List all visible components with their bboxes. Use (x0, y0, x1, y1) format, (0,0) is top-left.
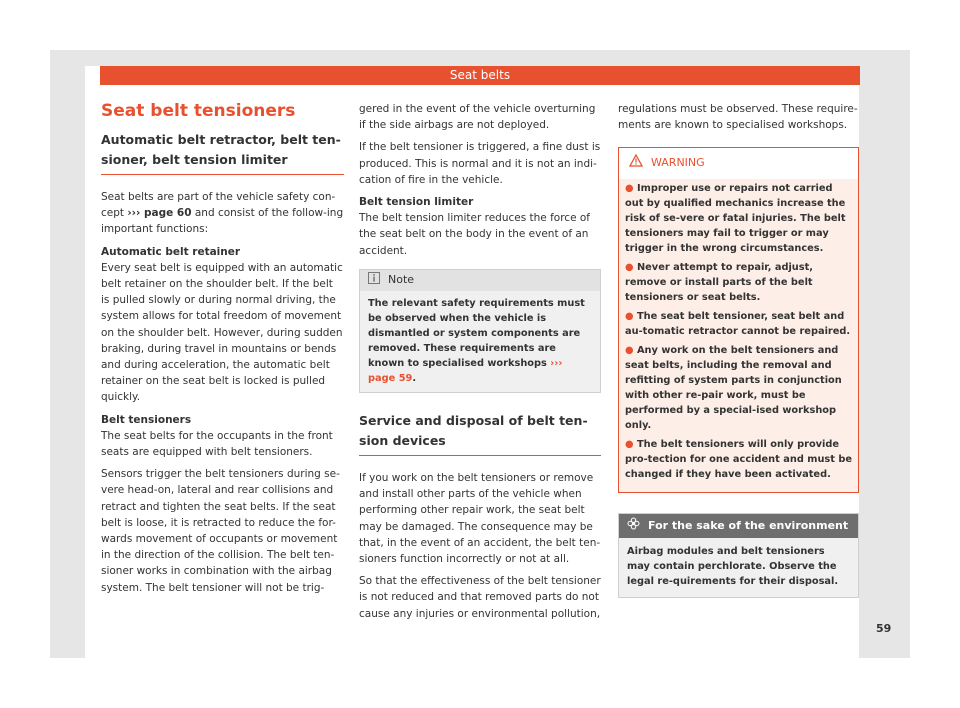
warning-item (625, 181, 852, 256)
page-title: Seat belt tensioners (101, 101, 296, 121)
info-icon (368, 272, 380, 289)
warning-text: Never attempt to repair, adjust, remove or install parts of the belt tensioners or seat belts. (625, 261, 814, 303)
warning-item (625, 309, 852, 339)
warning-text: The seat belt tensioner, seat belt and au-tomatic retractor cannot be repaired. (625, 310, 851, 337)
paragraph-continued-3: regulations must be observed. These require-ments are known to specialised workshops. (618, 103, 858, 132)
paragraph-dust: If the belt tensioner is triggered, a fine dust is produced. This is normal and it is not an indi-cation of fire in the vehicle. (359, 141, 601, 186)
bullet-icon: ● (625, 182, 637, 194)
intro-text-end: and consist of the follow-ing important functions: (101, 207, 344, 236)
bullet-icon: ● (625, 261, 637, 273)
warning-triangle-icon (629, 154, 643, 172)
page-number: 59 (876, 622, 892, 635)
warning-item (625, 260, 852, 305)
warning-text: Any work on the belt tensioners and seat belts, including the removal and refitting of system parts in conjunction with other re-pair work, must be performed by a special-ised workshop only. (625, 344, 842, 431)
warning-body (619, 179, 858, 492)
note-label: Note (388, 273, 415, 287)
note-page-reference[interactable]: ››› page 59 (368, 358, 563, 385)
paragraph-continued: gered in the event of the vehicle overturning if the side airbags are not deployed. (359, 103, 596, 132)
paragraph-limiter: The belt tension limiter reduces the force of the seat belt on the body in the event of an accident. (359, 212, 590, 257)
note-end: . (412, 373, 417, 385)
intro-paragraph (101, 189, 344, 238)
environment-header (619, 514, 858, 538)
note-body-text: The relevant safety requirements must be observed when the vehicle is dismantled or system components are removed. These requirements are known to specialised workshops (368, 298, 585, 370)
warning-item (625, 437, 852, 482)
environment-text: Airbag modules and belt tensioners may contain perchlorate. Observe the legal re-quirements for their disposal. (627, 545, 839, 587)
warning-box (618, 147, 859, 492)
note-text (360, 291, 600, 392)
flower-icon (627, 517, 640, 535)
paragraph-tensioners-2: Sensors trigger the belt tensioners during se-vere head-on, lateral and rear collisions and retract and tighten the seat belts. If the seat belt is loose, it is retracted to reduce the for-wards movement of occupants or movement in the direction of the collision. The belt ten-sioner works in combination with the airbag system. The belt tensioner will not be trig- (101, 468, 340, 594)
paragraph-tensioners-1: The seat belts for the occupants in the front seats are equipped with belt tensioners. (101, 429, 333, 459)
note-header (360, 270, 600, 291)
warning-item (625, 343, 852, 433)
subheading-retainer: Automatic belt retainer (101, 245, 241, 258)
warning-label: WARNING (651, 156, 705, 170)
paragraph-retainer: Every seat belt is equipped with an automatic belt retainer on the shoulder belt. If the belt is pulled slowly or during normal driving, the system allows for total freedom of movement on the shoulder belt. However, during sudden braking, during travel in mountains or bends and during acceleration, the automatic belt retainer on the seat belt is locked is pulled quickly. (101, 261, 343, 404)
paragraph-service-1: If you work on the belt tensioners or remove and install other parts of the vehicle when performing other repair work, the seat belt may be damaged. The consequence may be that, in the event of an accident, the belt ten-sioners function incorrectly or not at all. (359, 472, 601, 566)
note-box (359, 269, 601, 393)
column-2 (359, 101, 601, 628)
paragraph-service-2: So that the effectiveness of the belt tensioner is not reduced and that removed parts do not cause any injuries or environmental pollution, (359, 575, 601, 620)
bullet-icon: ● (625, 438, 637, 450)
warning-header (619, 148, 858, 178)
column-3 (618, 101, 859, 598)
bullet-icon: ● (625, 344, 637, 356)
bullet-icon: ● (625, 310, 637, 322)
environment-label: For the sake of the environment (648, 518, 849, 532)
subheading-limiter: Belt tension limiter (359, 196, 474, 209)
column-1 (101, 100, 344, 602)
section-header: Seat belts (100, 66, 860, 85)
environment-box (618, 513, 859, 598)
warning-text: The belt tensioners will only provide pro-tection for one accident and must be changed if they have been activated. (625, 438, 853, 480)
subheading-tensioners: Belt tensioners (101, 413, 192, 426)
warning-text: Improper use or repairs not carried out by qualified mechanics increase the risk of se-vere or fatal injuries. The belt tensioners may fail to trigger or may trigger in the wrong circumstances. (625, 182, 846, 254)
section-heading-service: Service and disposal of belt ten-sion devices (359, 411, 601, 456)
page-reference-link[interactable]: ››› page 60 (127, 207, 192, 220)
intro-text: Seat belts are part of the vehicle safety con-cept (101, 191, 336, 220)
section-heading: Automatic belt retractor, belt ten-sioner, belt tension limiter (101, 130, 344, 175)
